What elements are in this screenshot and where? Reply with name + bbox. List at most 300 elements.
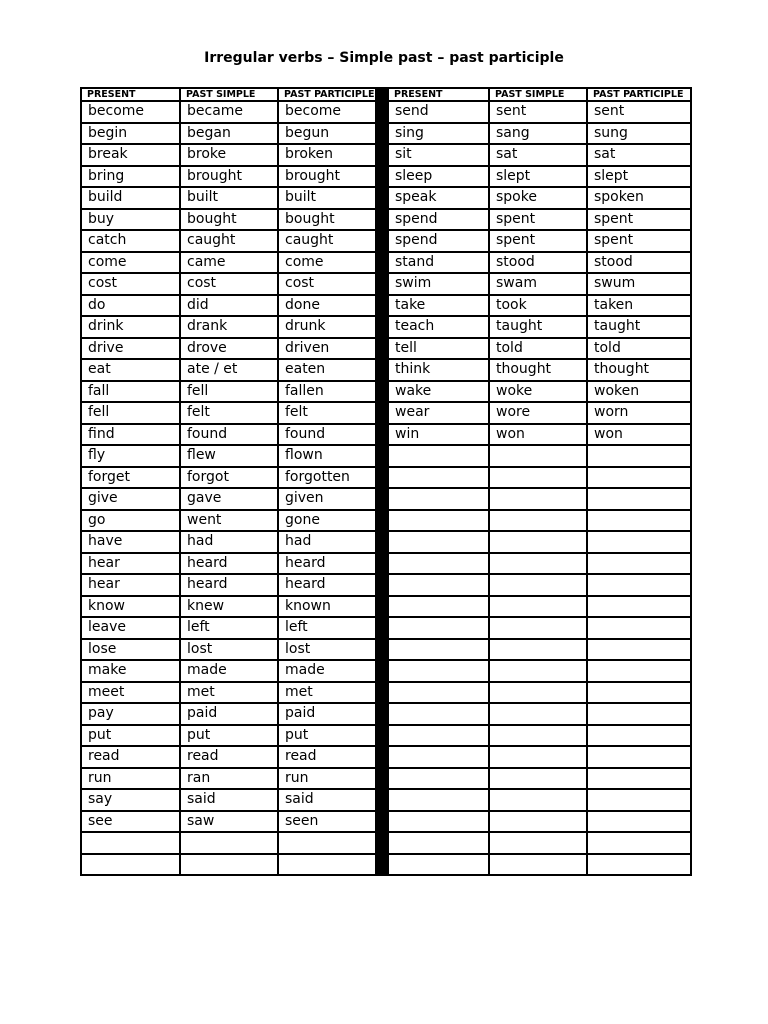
- header-present: PRESENT: [388, 88, 489, 101]
- past-simple-cell: drank: [180, 316, 278, 338]
- present-cell: [388, 445, 489, 467]
- column-separator: [376, 209, 388, 231]
- past-participle-cell: [278, 854, 376, 876]
- verb-table: [80, 87, 692, 876]
- table-row: [81, 467, 691, 489]
- past-simple-cell: put: [180, 725, 278, 747]
- past-simple-cell: taught: [489, 316, 587, 338]
- past-simple-cell: cost: [180, 273, 278, 295]
- table-row: [81, 531, 691, 553]
- past-simple-cell: made: [180, 660, 278, 682]
- table-row: [81, 746, 691, 768]
- past-participle-cell: become: [278, 101, 376, 123]
- past-simple-cell: gave: [180, 488, 278, 510]
- past-participle-cell: left: [278, 617, 376, 639]
- past-simple-cell: said: [180, 789, 278, 811]
- present-cell: [388, 467, 489, 489]
- past-participle-cell: spoken: [587, 187, 691, 209]
- column-separator: [376, 316, 388, 338]
- table-row: [81, 445, 691, 467]
- table-row: [81, 574, 691, 596]
- past-simple-cell: forgot: [180, 467, 278, 489]
- table-row: [81, 144, 691, 166]
- past-simple-cell: paid: [180, 703, 278, 725]
- header-past-simple: PAST SIMPLE: [489, 88, 587, 101]
- past-simple-cell: spent: [489, 230, 587, 252]
- present-cell: stand: [388, 252, 489, 274]
- past-simple-cell: spent: [489, 209, 587, 231]
- past-participle-cell: taken: [587, 295, 691, 317]
- past-participle-cell: sat: [587, 144, 691, 166]
- column-separator: [376, 660, 388, 682]
- present-cell: break: [81, 144, 180, 166]
- column-separator: [376, 166, 388, 188]
- past-simple-cell: brought: [180, 166, 278, 188]
- past-participle-cell: [587, 789, 691, 811]
- past-simple-cell: [489, 789, 587, 811]
- present-cell: [388, 811, 489, 833]
- table-row: [81, 768, 691, 790]
- table-row: [81, 123, 691, 145]
- present-cell: [81, 854, 180, 876]
- column-separator: [376, 746, 388, 768]
- header-past-simple: PAST SIMPLE: [180, 88, 278, 101]
- column-separator: [376, 574, 388, 596]
- table-row: [81, 553, 691, 575]
- past-simple-cell: sang: [489, 123, 587, 145]
- past-simple-cell: drove: [180, 338, 278, 360]
- column-separator: [376, 531, 388, 553]
- table-row: [81, 789, 691, 811]
- present-cell: fly: [81, 445, 180, 467]
- table-row: [81, 359, 691, 381]
- present-cell: catch: [81, 230, 180, 252]
- present-cell: send: [388, 101, 489, 123]
- present-cell: lose: [81, 639, 180, 661]
- past-participle-cell: known: [278, 596, 376, 618]
- column-separator: [376, 273, 388, 295]
- table-row: [81, 832, 691, 854]
- past-simple-cell: began: [180, 123, 278, 145]
- present-cell: see: [81, 811, 180, 833]
- past-participle-cell: sent: [587, 101, 691, 123]
- present-cell: drink: [81, 316, 180, 338]
- present-cell: [388, 854, 489, 876]
- table-row: [81, 617, 691, 639]
- table-row: [81, 295, 691, 317]
- past-simple-cell: had: [180, 531, 278, 553]
- verb-table-container: [80, 87, 690, 953]
- table-row: [81, 338, 691, 360]
- present-cell: do: [81, 295, 180, 317]
- present-cell: sing: [388, 123, 489, 145]
- header-present: PRESENT: [81, 88, 180, 101]
- past-participle-cell: heard: [278, 553, 376, 575]
- past-participle-cell: spent: [587, 209, 691, 231]
- past-simple-cell: swam: [489, 273, 587, 295]
- verb-table-body: [81, 88, 691, 875]
- past-simple-cell: found: [180, 424, 278, 446]
- past-participle-cell: [587, 531, 691, 553]
- past-participle-cell: [587, 682, 691, 704]
- present-cell: spend: [388, 209, 489, 231]
- past-participle-cell: built: [278, 187, 376, 209]
- past-participle-cell: spent: [587, 230, 691, 252]
- column-separator: [376, 338, 388, 360]
- past-simple-cell: took: [489, 295, 587, 317]
- past-simple-cell: [489, 445, 587, 467]
- past-participle-cell: [587, 768, 691, 790]
- past-simple-cell: told: [489, 338, 587, 360]
- past-participle-cell: read: [278, 746, 376, 768]
- past-simple-cell: slept: [489, 166, 587, 188]
- past-participle-cell: told: [587, 338, 691, 360]
- table-row: [81, 639, 691, 661]
- column-separator: [376, 789, 388, 811]
- past-participle-cell: run: [278, 768, 376, 790]
- present-cell: [388, 574, 489, 596]
- present-cell: [388, 639, 489, 661]
- past-participle-cell: given: [278, 488, 376, 510]
- past-simple-cell: [489, 811, 587, 833]
- present-cell: buy: [81, 209, 180, 231]
- table-row: [81, 703, 691, 725]
- present-cell: spend: [388, 230, 489, 252]
- past-simple-cell: built: [180, 187, 278, 209]
- column-separator: [376, 488, 388, 510]
- table-row: [81, 187, 691, 209]
- present-cell: forget: [81, 467, 180, 489]
- present-cell: [388, 553, 489, 575]
- past-participle-cell: brought: [278, 166, 376, 188]
- table-row: [81, 166, 691, 188]
- column-separator: [376, 682, 388, 704]
- past-participle-cell: [587, 703, 691, 725]
- past-simple-cell: [489, 703, 587, 725]
- present-cell: [388, 510, 489, 532]
- past-participle-cell: bought: [278, 209, 376, 231]
- past-participle-cell: [278, 832, 376, 854]
- present-cell: run: [81, 768, 180, 790]
- past-simple-cell: [489, 553, 587, 575]
- past-participle-cell: [587, 854, 691, 876]
- table-row: [81, 682, 691, 704]
- past-simple-cell: sat: [489, 144, 587, 166]
- past-participle-cell: done: [278, 295, 376, 317]
- past-participle-cell: had: [278, 531, 376, 553]
- present-cell: hear: [81, 574, 180, 596]
- present-cell: [388, 596, 489, 618]
- past-participle-cell: woken: [587, 381, 691, 403]
- header-row: [81, 88, 691, 101]
- header-past-participle: PAST PARTICIPLE: [587, 88, 691, 101]
- column-separator: [376, 230, 388, 252]
- present-cell: swim: [388, 273, 489, 295]
- table-row: [81, 660, 691, 682]
- past-simple-cell: heard: [180, 574, 278, 596]
- column-separator: [376, 445, 388, 467]
- present-cell: think: [388, 359, 489, 381]
- past-simple-cell: [489, 531, 587, 553]
- past-participle-cell: put: [278, 725, 376, 747]
- table-row: [81, 381, 691, 403]
- table-row: [81, 725, 691, 747]
- present-cell: build: [81, 187, 180, 209]
- past-participle-cell: said: [278, 789, 376, 811]
- present-cell: wear: [388, 402, 489, 424]
- present-cell: give: [81, 488, 180, 510]
- past-participle-cell: forgotten: [278, 467, 376, 489]
- present-cell: meet: [81, 682, 180, 704]
- past-simple-cell: knew: [180, 596, 278, 618]
- present-cell: [388, 789, 489, 811]
- past-participle-cell: [587, 617, 691, 639]
- column-separator: [376, 768, 388, 790]
- table-row: [81, 209, 691, 231]
- column-separator: [376, 703, 388, 725]
- column-separator: [376, 553, 388, 575]
- present-cell: say: [81, 789, 180, 811]
- table-row: [81, 854, 691, 876]
- past-participle-cell: found: [278, 424, 376, 446]
- past-participle-cell: gone: [278, 510, 376, 532]
- column-separator: [376, 123, 388, 145]
- present-cell: wake: [388, 381, 489, 403]
- present-cell: take: [388, 295, 489, 317]
- past-participle-cell: stood: [587, 252, 691, 274]
- past-simple-cell: ate / et: [180, 359, 278, 381]
- column-separator: [376, 617, 388, 639]
- past-simple-cell: went: [180, 510, 278, 532]
- past-simple-cell: bought: [180, 209, 278, 231]
- past-simple-cell: [180, 832, 278, 854]
- page-title: Irregular verbs – Simple past – past participle: [204, 50, 564, 66]
- present-cell: pay: [81, 703, 180, 725]
- column-separator: [376, 639, 388, 661]
- present-cell: [388, 531, 489, 553]
- column-separator: [376, 424, 388, 446]
- past-simple-cell: sent: [489, 101, 587, 123]
- table-row: [81, 811, 691, 833]
- past-participle-cell: taught: [587, 316, 691, 338]
- past-participle-cell: slept: [587, 166, 691, 188]
- past-participle-cell: felt: [278, 402, 376, 424]
- present-cell: [388, 703, 489, 725]
- present-cell: begin: [81, 123, 180, 145]
- present-cell: read: [81, 746, 180, 768]
- column-separator: [376, 854, 388, 876]
- column-separator: [376, 381, 388, 403]
- present-cell: win: [388, 424, 489, 446]
- present-cell: sleep: [388, 166, 489, 188]
- past-simple-cell: met: [180, 682, 278, 704]
- past-participle-cell: [587, 746, 691, 768]
- past-simple-cell: heard: [180, 553, 278, 575]
- present-cell: know: [81, 596, 180, 618]
- present-cell: eat: [81, 359, 180, 381]
- past-simple-cell: [489, 617, 587, 639]
- past-participle-cell: [587, 488, 691, 510]
- present-cell: have: [81, 531, 180, 553]
- present-cell: [388, 832, 489, 854]
- past-participle-cell: [587, 510, 691, 532]
- past-participle-cell: paid: [278, 703, 376, 725]
- header-past-participle: PAST PARTICIPLE: [278, 88, 376, 101]
- present-cell: [388, 746, 489, 768]
- present-cell: tell: [388, 338, 489, 360]
- past-participle-cell: begun: [278, 123, 376, 145]
- column-separator: [376, 295, 388, 317]
- present-cell: [388, 660, 489, 682]
- present-cell: go: [81, 510, 180, 532]
- past-participle-cell: swum: [587, 273, 691, 295]
- past-simple-cell: saw: [180, 811, 278, 833]
- past-simple-cell: wore: [489, 402, 587, 424]
- past-participle-cell: [587, 553, 691, 575]
- present-cell: [388, 768, 489, 790]
- past-participle-cell: made: [278, 660, 376, 682]
- past-simple-cell: flew: [180, 445, 278, 467]
- table-row: [81, 101, 691, 123]
- past-simple-cell: [489, 596, 587, 618]
- past-simple-cell: [489, 488, 587, 510]
- past-participle-cell: [587, 811, 691, 833]
- past-simple-cell: [489, 768, 587, 790]
- past-simple-cell: came: [180, 252, 278, 274]
- past-simple-cell: ran: [180, 768, 278, 790]
- table-row: [81, 510, 691, 532]
- past-simple-cell: [489, 574, 587, 596]
- table-row: [81, 316, 691, 338]
- past-simple-cell: left: [180, 617, 278, 639]
- past-participle-cell: [587, 832, 691, 854]
- table-row: [81, 488, 691, 510]
- present-cell: sit: [388, 144, 489, 166]
- present-cell: bring: [81, 166, 180, 188]
- past-participle-cell: heard: [278, 574, 376, 596]
- past-simple-cell: stood: [489, 252, 587, 274]
- present-cell: [388, 682, 489, 704]
- present-cell: [388, 617, 489, 639]
- past-participle-cell: broken: [278, 144, 376, 166]
- column-separator: [376, 88, 388, 101]
- past-simple-cell: [489, 746, 587, 768]
- past-simple-cell: woke: [489, 381, 587, 403]
- table-row: [81, 273, 691, 295]
- present-cell: [388, 488, 489, 510]
- past-simple-cell: thought: [489, 359, 587, 381]
- present-cell: fell: [81, 402, 180, 424]
- past-participle-cell: [587, 467, 691, 489]
- column-separator: [376, 725, 388, 747]
- past-simple-cell: fell: [180, 381, 278, 403]
- past-participle-cell: driven: [278, 338, 376, 360]
- table-row: [81, 424, 691, 446]
- past-simple-cell: [489, 725, 587, 747]
- column-separator: [376, 510, 388, 532]
- past-participle-cell: drunk: [278, 316, 376, 338]
- past-participle-cell: [587, 596, 691, 618]
- past-participle-cell: come: [278, 252, 376, 274]
- present-cell: make: [81, 660, 180, 682]
- past-simple-cell: [180, 854, 278, 876]
- column-separator: [376, 402, 388, 424]
- column-separator: [376, 811, 388, 833]
- past-participle-cell: [587, 725, 691, 747]
- present-cell: put: [81, 725, 180, 747]
- column-separator: [376, 187, 388, 209]
- column-separator: [376, 596, 388, 618]
- past-simple-cell: caught: [180, 230, 278, 252]
- past-simple-cell: [489, 660, 587, 682]
- table-row: [81, 252, 691, 274]
- past-simple-cell: spoke: [489, 187, 587, 209]
- column-separator: [376, 359, 388, 381]
- past-simple-cell: won: [489, 424, 587, 446]
- past-participle-cell: met: [278, 682, 376, 704]
- past-participle-cell: sung: [587, 123, 691, 145]
- past-simple-cell: [489, 510, 587, 532]
- present-cell: hear: [81, 553, 180, 575]
- past-simple-cell: [489, 832, 587, 854]
- past-participle-cell: fallen: [278, 381, 376, 403]
- table-row: [81, 596, 691, 618]
- past-participle-cell: thought: [587, 359, 691, 381]
- column-separator: [376, 832, 388, 854]
- present-cell: drive: [81, 338, 180, 360]
- past-participle-cell: lost: [278, 639, 376, 661]
- past-participle-cell: eaten: [278, 359, 376, 381]
- present-cell: come: [81, 252, 180, 274]
- column-separator: [376, 101, 388, 123]
- past-simple-cell: [489, 467, 587, 489]
- present-cell: fall: [81, 381, 180, 403]
- past-participle-cell: flown: [278, 445, 376, 467]
- past-simple-cell: broke: [180, 144, 278, 166]
- past-simple-cell: did: [180, 295, 278, 317]
- past-simple-cell: [489, 854, 587, 876]
- table-row: [81, 402, 691, 424]
- past-participle-cell: [587, 639, 691, 661]
- past-participle-cell: cost: [278, 273, 376, 295]
- past-participle-cell: [587, 445, 691, 467]
- past-participle-cell: won: [587, 424, 691, 446]
- present-cell: [388, 725, 489, 747]
- past-simple-cell: lost: [180, 639, 278, 661]
- past-participle-cell: [587, 574, 691, 596]
- present-cell: find: [81, 424, 180, 446]
- table-row: [81, 230, 691, 252]
- past-simple-cell: [489, 682, 587, 704]
- column-separator: [376, 252, 388, 274]
- past-simple-cell: became: [180, 101, 278, 123]
- past-simple-cell: [489, 639, 587, 661]
- present-cell: cost: [81, 273, 180, 295]
- present-cell: become: [81, 101, 180, 123]
- past-participle-cell: [587, 660, 691, 682]
- past-participle-cell: caught: [278, 230, 376, 252]
- present-cell: [81, 832, 180, 854]
- present-cell: leave: [81, 617, 180, 639]
- past-participle-cell: seen: [278, 811, 376, 833]
- past-simple-cell: felt: [180, 402, 278, 424]
- present-cell: teach: [388, 316, 489, 338]
- present-cell: speak: [388, 187, 489, 209]
- past-simple-cell: read: [180, 746, 278, 768]
- column-separator: [376, 467, 388, 489]
- past-participle-cell: worn: [587, 402, 691, 424]
- column-separator: [376, 144, 388, 166]
